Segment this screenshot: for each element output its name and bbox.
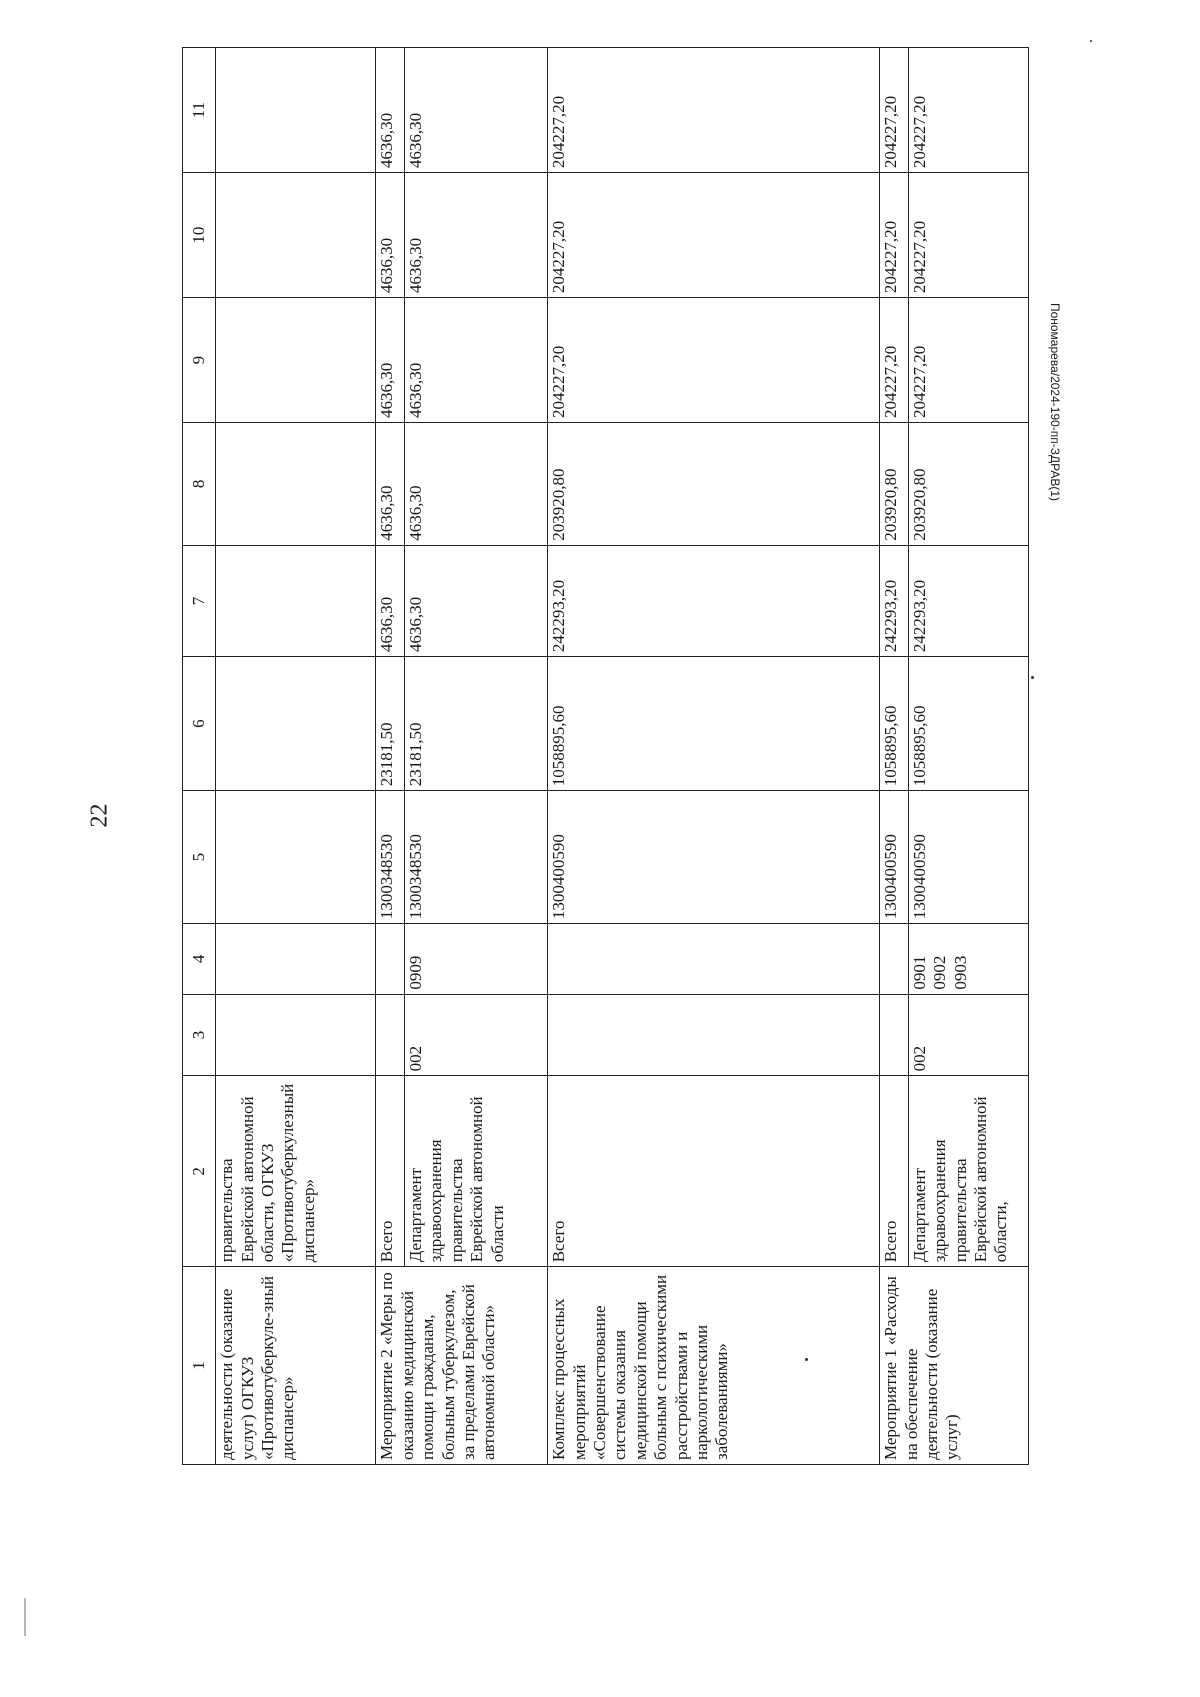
- executor-cell: Всего: [880, 1076, 909, 1267]
- header-row: [183, 48, 216, 1465]
- budget-table: [182, 47, 1029, 1465]
- year-value-cell: 203920,80: [548, 423, 880, 546]
- year-value-cell: [216, 545, 376, 656]
- year-value-cell: 204227,20: [548, 48, 880, 173]
- activity-name-cell: Мероприятие 2 «Меры по оказанию медицинской помощи гражданам, больным туберкулезом, за пределами Еврейской автономной области»: [376, 1267, 548, 1465]
- header-cell: 8: [183, 423, 216, 546]
- executor-cell: Всего: [376, 1076, 405, 1267]
- year-value-cell: 204227,20: [908, 298, 1028, 423]
- year-value-cell: 4636,30: [405, 298, 548, 423]
- header-cell: 1: [183, 1267, 216, 1465]
- csr-cell: 1300400590: [908, 791, 1028, 924]
- year-value-cell: 242293,20: [880, 545, 909, 656]
- grbs-cell: 002: [908, 994, 1028, 1076]
- header-cell: 4: [183, 924, 216, 994]
- year-value-cell: 203920,80: [880, 423, 909, 546]
- csr-cell: [216, 791, 376, 924]
- table-row: [405, 48, 548, 1465]
- document-code: Пономарева/2024-190-пп-ЗДРАВ(1): [1048, 302, 1062, 502]
- scan-speck: [805, 1358, 808, 1361]
- rzpr-cell: [548, 924, 880, 994]
- year-value-cell: 4636,30: [405, 423, 548, 546]
- year-value-cell: 4636,30: [405, 545, 548, 656]
- header-cell: 5: [183, 791, 216, 924]
- year-value-cell: [216, 48, 376, 173]
- year-value-cell: 204227,20: [548, 173, 880, 298]
- grbs-cell: [548, 994, 880, 1076]
- csr-cell: 1300348530: [376, 791, 405, 924]
- grbs-cell: 002: [405, 994, 548, 1076]
- total-cell: [216, 657, 376, 791]
- scan-speck: [1031, 676, 1034, 679]
- rzpr-cell: [880, 924, 909, 994]
- csr-cell: 1300400590: [880, 791, 909, 924]
- grbs-cell: [216, 994, 376, 1076]
- total-cell: 23181,50: [405, 657, 548, 791]
- activity-name-cell: Комплекс процессных мероприятий «Совершенствование системы оказания медицинской помощи больным с психическими расстройствами и наркологическими заболеваниями»: [548, 1267, 880, 1465]
- scan-speck: [1090, 40, 1092, 42]
- year-value-cell: 4636,30: [376, 545, 405, 656]
- table-row: [216, 48, 376, 1465]
- executor-cell: Всего: [548, 1076, 880, 1267]
- csr-cell: 1300348530: [405, 791, 548, 924]
- header-cell: 3: [183, 994, 216, 1076]
- csr-cell: 1300400590: [548, 791, 880, 924]
- header-cell: 10: [183, 173, 216, 298]
- year-value-cell: [216, 173, 376, 298]
- year-value-cell: 204227,20: [880, 173, 909, 298]
- year-value-cell: 204227,20: [880, 298, 909, 423]
- year-value-cell: 204227,20: [880, 48, 909, 173]
- header-cell: 2: [183, 1076, 216, 1267]
- year-value-cell: 204227,20: [908, 173, 1028, 298]
- table-row: [376, 48, 405, 1465]
- rzpr-cell: 0901 0902 0903: [908, 924, 1028, 994]
- grbs-cell: [880, 994, 909, 1076]
- activity-name-cell: деятельности (оказание услуг) ОГКУЗ «Противотуберкуле-зный диспансер»: [216, 1267, 376, 1465]
- page-number: 22: [86, 803, 113, 828]
- year-value-cell: 242293,20: [548, 545, 880, 656]
- year-value-cell: 4636,30: [405, 173, 548, 298]
- year-value-cell: 4636,30: [376, 298, 405, 423]
- total-cell: 1058895,60: [908, 657, 1028, 791]
- rzpr-cell: 0909: [405, 924, 548, 994]
- year-value-cell: 242293,20: [908, 545, 1028, 656]
- table-row: [548, 48, 880, 1465]
- executor-cell: правительства Еврейской автономной области, ОГКУЗ «Противотуберкулезный диспансер»: [216, 1076, 376, 1267]
- year-value-cell: [216, 298, 376, 423]
- executor-cell: Департамент здравоохранения правительства Еврейской автономной области,: [908, 1076, 1028, 1267]
- rzpr-cell: [376, 924, 405, 994]
- header-cell: 7: [183, 545, 216, 656]
- year-value-cell: 4636,30: [405, 48, 548, 173]
- year-value-cell: 204227,20: [548, 298, 880, 423]
- total-cell: 1058895,60: [880, 657, 909, 791]
- total-cell: 23181,50: [376, 657, 405, 791]
- executor-cell: Департамент здравоохранения правительства Еврейской автономной области: [405, 1076, 548, 1267]
- table-row: [908, 48, 1028, 1465]
- year-value-cell: 4636,30: [376, 423, 405, 546]
- total-cell: 1058895,60: [548, 657, 880, 791]
- year-value-cell: 4636,30: [376, 173, 405, 298]
- rzpr-cell: [216, 924, 376, 994]
- table-row: [880, 48, 909, 1465]
- year-value-cell: 204227,20: [908, 48, 1028, 173]
- header-cell: 11: [183, 48, 216, 173]
- scan-edge-line: [24, 1598, 26, 1636]
- year-value-cell: [216, 423, 376, 546]
- year-value-cell: 4636,30: [376, 48, 405, 173]
- year-value-cell: 203920,80: [908, 423, 1028, 546]
- header-cell: 9: [183, 298, 216, 423]
- grbs-cell: [376, 994, 405, 1076]
- header-cell: 6: [183, 657, 216, 791]
- activity-name-cell: Мероприятие 1 «Расходы на обеспечение деятельности (оказание услуг): [880, 1267, 1029, 1465]
